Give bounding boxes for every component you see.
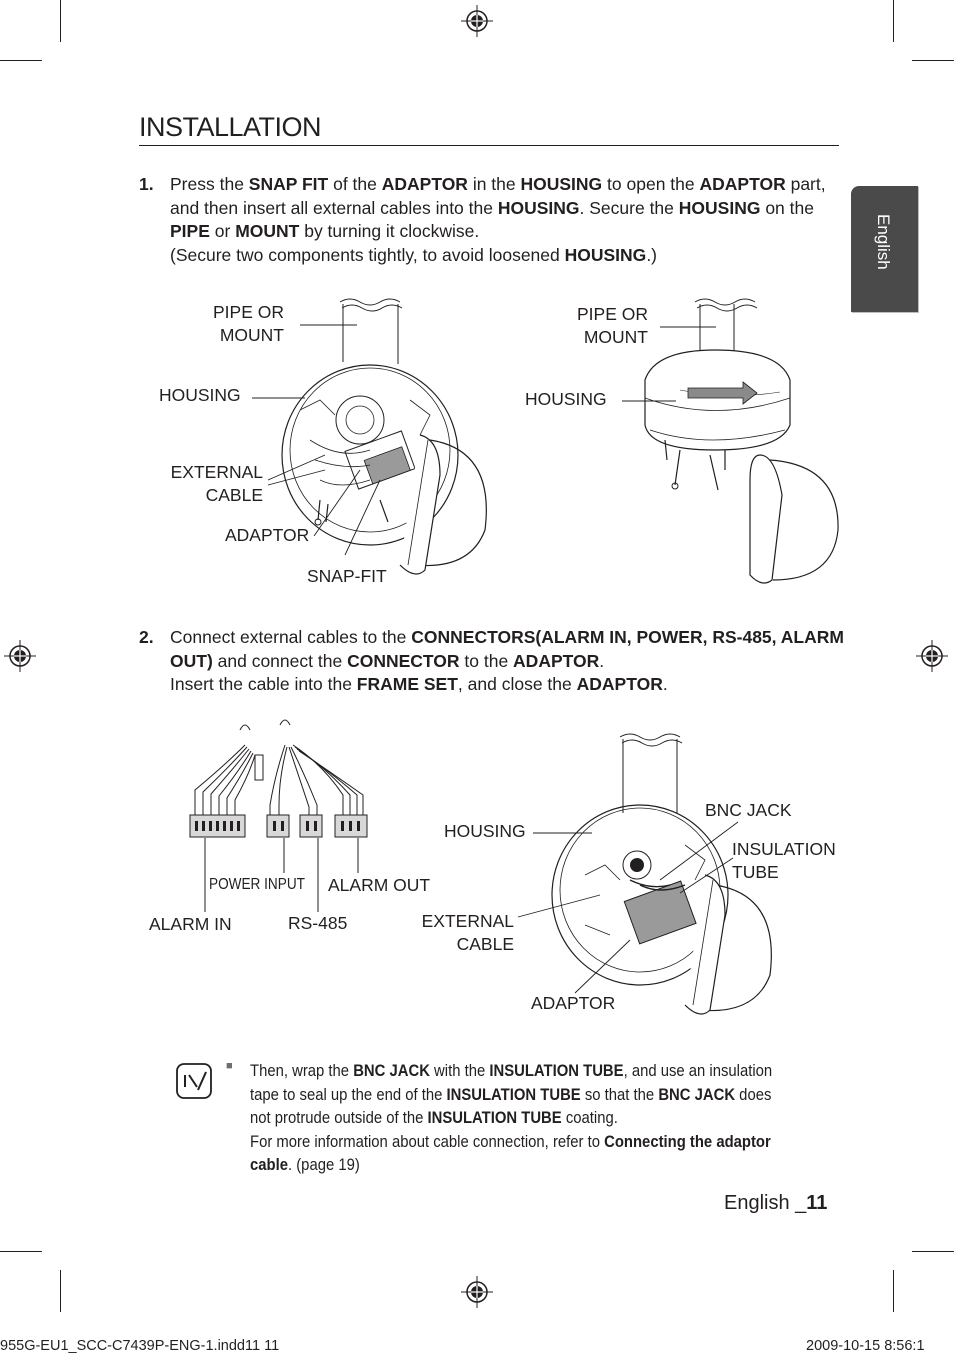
note-bullet: ■ (226, 1060, 233, 1072)
label-adaptor-fig2: ADAPTOR (531, 993, 616, 1013)
bold-term: HOUSING (497, 197, 580, 218)
label-snap-fit: SNAP-FIT (307, 566, 387, 586)
bold-term: ADAPTOR (513, 650, 600, 671)
bold-term: HOUSING (678, 197, 761, 218)
label-line: PIPE OR (577, 304, 648, 324)
label-rs-485: RS-485 (288, 913, 348, 933)
text-run: (Secure two components tightly, to avoid loosened (170, 244, 565, 265)
label-insulation-tube (732, 838, 836, 883)
text-run: . (662, 674, 668, 694)
bold-term: BNC JACK (658, 1085, 736, 1104)
bold-term: BNC JACK (353, 1062, 430, 1080)
label-line: PIPE OR (213, 302, 284, 322)
page-title: INSTALLATION (139, 112, 839, 146)
text-run: by turning it clockwise. (299, 221, 480, 241)
text-run: so that the (580, 1085, 659, 1104)
label-line: MOUNT (583, 326, 648, 347)
footer-prefix: English _ (724, 1192, 807, 1214)
label-line: EXTERNAL (421, 911, 514, 931)
side-tab-label: English (874, 214, 893, 270)
label-line: CABLE (205, 484, 263, 505)
bold-term: HOUSING (520, 174, 603, 194)
bold-term: INSULATION TUBE (489, 1062, 624, 1080)
text-run: of the (328, 174, 382, 194)
text-run: For more information about cable connection, refer to (250, 1132, 605, 1151)
text-run: , and close the (457, 674, 577, 694)
slug-filename: 955G-EU1_SCC-C7439P-ENG-1.indd11 11 (0, 1338, 280, 1354)
label-line: TUBE (732, 861, 779, 882)
bold-term: PIPE (170, 221, 210, 241)
text-run: and connect the (212, 650, 348, 671)
label-external-cable-fig2 (414, 910, 514, 955)
bold-term: HOUSING (564, 244, 647, 265)
text-run: to the (459, 650, 514, 671)
text-run: coating. (561, 1109, 618, 1127)
text-run: in the (467, 174, 521, 194)
slug-date: 2009-10-15 8:56:1 (806, 1338, 925, 1354)
label-line: EXTERNAL (170, 462, 263, 482)
step-number: 2. (139, 627, 154, 647)
text-run: . (599, 650, 605, 671)
label-housing-right: HOUSING (525, 389, 607, 409)
page-number: 11 (806, 1192, 828, 1214)
label-line: MOUNT (219, 324, 284, 345)
bold-term: FRAME SET (356, 674, 458, 694)
bold-term: Connecting the adaptor cable (250, 1132, 771, 1174)
label-bnc-jack: BNC JACK (705, 800, 792, 820)
text-run: part, and then insert all external cables into the (170, 174, 826, 218)
label-housing-fig2: HOUSING (444, 821, 526, 841)
label-line: INSULATION (732, 839, 836, 859)
text-run: . (page 19) (287, 1156, 360, 1174)
step-number: 1. (139, 174, 154, 194)
bold-term: ADAPTOR (699, 174, 786, 194)
bold-term: MOUNT (235, 221, 300, 241)
label-alarm-in: ALARM IN (149, 914, 232, 934)
text-run: Then, wrap the (250, 1062, 354, 1080)
text-run: to open the (602, 174, 700, 194)
label-power-input: POWER INPUT (209, 876, 305, 893)
bold-term: SNAP FIT (248, 174, 329, 194)
text-run: Insert the cable into the (170, 674, 357, 694)
page-footer (724, 1192, 827, 1215)
text-run: or (209, 221, 236, 241)
text-run: , and use an insulation tape to seal up the end of the (250, 1062, 773, 1104)
bold-term: INSULATION TUBE (427, 1109, 562, 1127)
text-run: .) (646, 244, 658, 265)
label-line: CABLE (456, 933, 514, 954)
bold-term: ADAPTOR (381, 174, 468, 194)
label-alarm-out: ALARM OUT (328, 875, 431, 895)
bold-term: INSULATION TUBE (446, 1085, 581, 1104)
text-run: does not protrude outside of the (250, 1085, 772, 1127)
text-run: with the (429, 1062, 490, 1080)
label-housing-left: HOUSING (159, 385, 241, 405)
text-run: Press the (170, 174, 249, 194)
text-run: on the (760, 197, 814, 218)
note-icon (176, 1063, 212, 1099)
bold-term: CONNECTORS(ALARM IN, POWER, RS-485, ALARM OUT) (170, 627, 844, 671)
bold-term: CONNECTOR (347, 650, 460, 671)
bold-term: ADAPTOR (576, 674, 663, 694)
text-run: Connect external cables to the (170, 627, 412, 647)
label-adaptor-left: ADAPTOR (225, 525, 310, 545)
note-text (250, 1060, 781, 1178)
text-run: . Secure the (579, 197, 679, 218)
